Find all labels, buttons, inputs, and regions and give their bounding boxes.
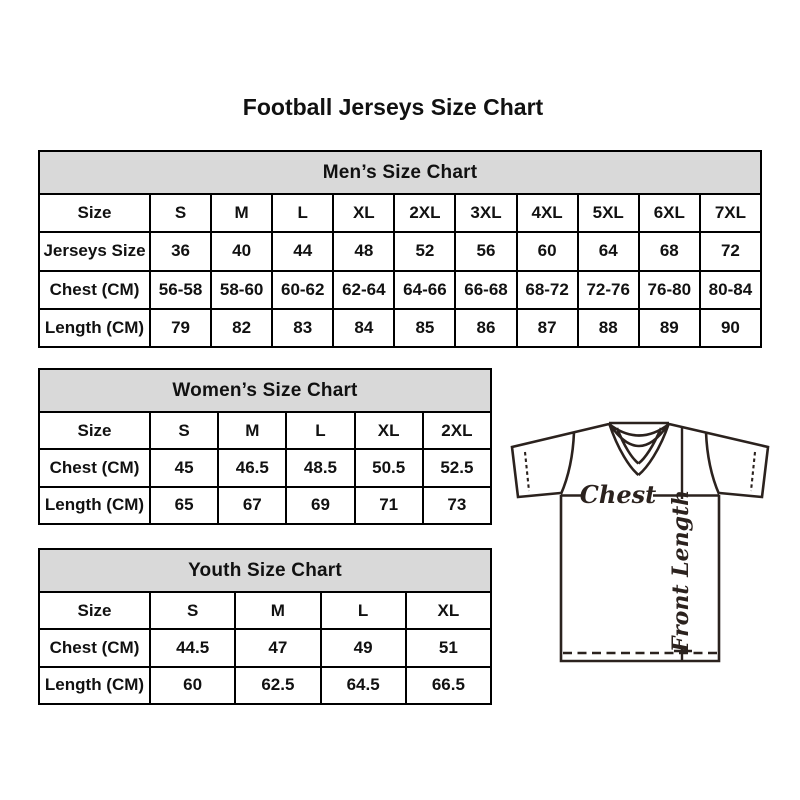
table-cell: 62.5 bbox=[235, 667, 320, 704]
column-header: XL bbox=[355, 412, 423, 449]
column-header: S bbox=[150, 412, 218, 449]
table-cell: 68-72 bbox=[517, 271, 578, 309]
table-cell: 64-66 bbox=[394, 271, 455, 309]
table-cell: 51 bbox=[406, 629, 491, 666]
table-cell: 56 bbox=[455, 232, 516, 270]
table-cell: 72-76 bbox=[578, 271, 639, 309]
mens-size-table bbox=[38, 150, 762, 348]
jersey-body-outline bbox=[561, 495, 719, 661]
table-cell: 58-60 bbox=[211, 271, 272, 309]
womens-size-table bbox=[38, 368, 492, 525]
table-row bbox=[39, 487, 491, 524]
column-header: M bbox=[235, 592, 320, 629]
table-cell: 71 bbox=[355, 487, 423, 524]
jersey-cuff-stitch-right bbox=[751, 452, 755, 491]
table-cell: 66-68 bbox=[455, 271, 516, 309]
table-row bbox=[39, 309, 761, 347]
table-cell: 48 bbox=[333, 232, 394, 270]
row-label: Chest (CM) bbox=[39, 449, 150, 486]
column-header: 7XL bbox=[700, 194, 761, 232]
youth-size-table bbox=[38, 548, 492, 705]
jersey-left-seam bbox=[561, 432, 574, 495]
row-label: Chest (CM) bbox=[39, 271, 150, 309]
table-row bbox=[39, 629, 491, 666]
table-cell: 67 bbox=[218, 487, 286, 524]
table-cell: 85 bbox=[394, 309, 455, 347]
table-cell: 82 bbox=[211, 309, 272, 347]
table-cell: 84 bbox=[333, 309, 394, 347]
table-row bbox=[39, 271, 761, 309]
table-cell: 90 bbox=[700, 309, 761, 347]
table-row bbox=[39, 449, 491, 486]
table-cell: 68 bbox=[639, 232, 700, 270]
table-cell: 56-58 bbox=[150, 271, 211, 309]
column-header: L bbox=[286, 412, 354, 449]
column-header: M bbox=[211, 194, 272, 232]
column-header: M bbox=[218, 412, 286, 449]
table-cell: 73 bbox=[423, 487, 491, 524]
table-cell: 66.5 bbox=[406, 667, 491, 704]
table-cell: 44.5 bbox=[150, 629, 235, 666]
table-cell: 60 bbox=[517, 232, 578, 270]
row-label: Length (CM) bbox=[39, 309, 150, 347]
table-cell: 52.5 bbox=[423, 449, 491, 486]
table-cell: 62-64 bbox=[333, 271, 394, 309]
table-cell: 80-84 bbox=[700, 271, 761, 309]
mens-table-title: Men’s Size Chart bbox=[39, 151, 761, 194]
table-cell: 52 bbox=[394, 232, 455, 270]
table-cell: 83 bbox=[272, 309, 333, 347]
column-header: 4XL bbox=[517, 194, 578, 232]
table-cell: 40 bbox=[211, 232, 272, 270]
table-cell: 44 bbox=[272, 232, 333, 270]
jersey-cuff-stitch-left bbox=[525, 452, 529, 491]
table-cell: 65 bbox=[150, 487, 218, 524]
column-header: 2XL bbox=[423, 412, 491, 449]
table-row bbox=[39, 592, 491, 629]
table-cell: 72 bbox=[700, 232, 761, 270]
row-label: Length (CM) bbox=[39, 667, 150, 704]
table-cell: 76-80 bbox=[639, 271, 700, 309]
table-row bbox=[39, 667, 491, 704]
row-label: Jerseys Size bbox=[39, 232, 150, 270]
table-cell: 64 bbox=[578, 232, 639, 270]
column-header: L bbox=[321, 592, 406, 629]
jersey-collar bbox=[609, 423, 669, 475]
jersey-right-seam bbox=[706, 432, 719, 495]
column-header: XL bbox=[406, 592, 491, 629]
table-cell: 50.5 bbox=[355, 449, 423, 486]
row-label: Size bbox=[39, 592, 150, 629]
column-header: 5XL bbox=[578, 194, 639, 232]
table-row bbox=[39, 232, 761, 270]
table-cell: 47 bbox=[235, 629, 320, 666]
youth-table-title: Youth Size Chart bbox=[39, 549, 491, 592]
column-header: S bbox=[150, 592, 235, 629]
table-cell: 88 bbox=[578, 309, 639, 347]
table-cell: 69 bbox=[286, 487, 354, 524]
table-cell: 60 bbox=[150, 667, 235, 704]
table-row bbox=[39, 412, 491, 449]
table-cell: 45 bbox=[150, 449, 218, 486]
table-cell: 79 bbox=[150, 309, 211, 347]
front-length-label: Front Length bbox=[668, 489, 694, 653]
column-header: S bbox=[150, 194, 211, 232]
row-label: Size bbox=[39, 194, 150, 232]
womens-table-title: Women’s Size Chart bbox=[39, 369, 491, 412]
table-cell: 36 bbox=[150, 232, 211, 270]
jersey-diagram bbox=[505, 398, 777, 672]
table-title-row bbox=[39, 369, 491, 412]
table-cell: 64.5 bbox=[321, 667, 406, 704]
column-header: 3XL bbox=[455, 194, 516, 232]
table-title-row bbox=[39, 549, 491, 592]
column-header: L bbox=[272, 194, 333, 232]
table-cell: 46.5 bbox=[218, 449, 286, 486]
table-title-row bbox=[39, 151, 761, 194]
row-label: Chest (CM) bbox=[39, 629, 150, 666]
column-header: XL bbox=[333, 194, 394, 232]
table-cell: 89 bbox=[639, 309, 700, 347]
row-label: Length (CM) bbox=[39, 487, 150, 524]
table-cell: 87 bbox=[517, 309, 578, 347]
table-cell: 48.5 bbox=[286, 449, 354, 486]
table-cell: 49 bbox=[321, 629, 406, 666]
row-label: Size bbox=[39, 412, 150, 449]
table-cell: 60-62 bbox=[272, 271, 333, 309]
column-header: 6XL bbox=[639, 194, 700, 232]
page-title: Football Jerseys Size Chart bbox=[242, 94, 544, 120]
column-header: 2XL bbox=[394, 194, 455, 232]
chest-label: Chest bbox=[579, 480, 657, 509]
table-row bbox=[39, 194, 761, 232]
table-cell: 86 bbox=[455, 309, 516, 347]
